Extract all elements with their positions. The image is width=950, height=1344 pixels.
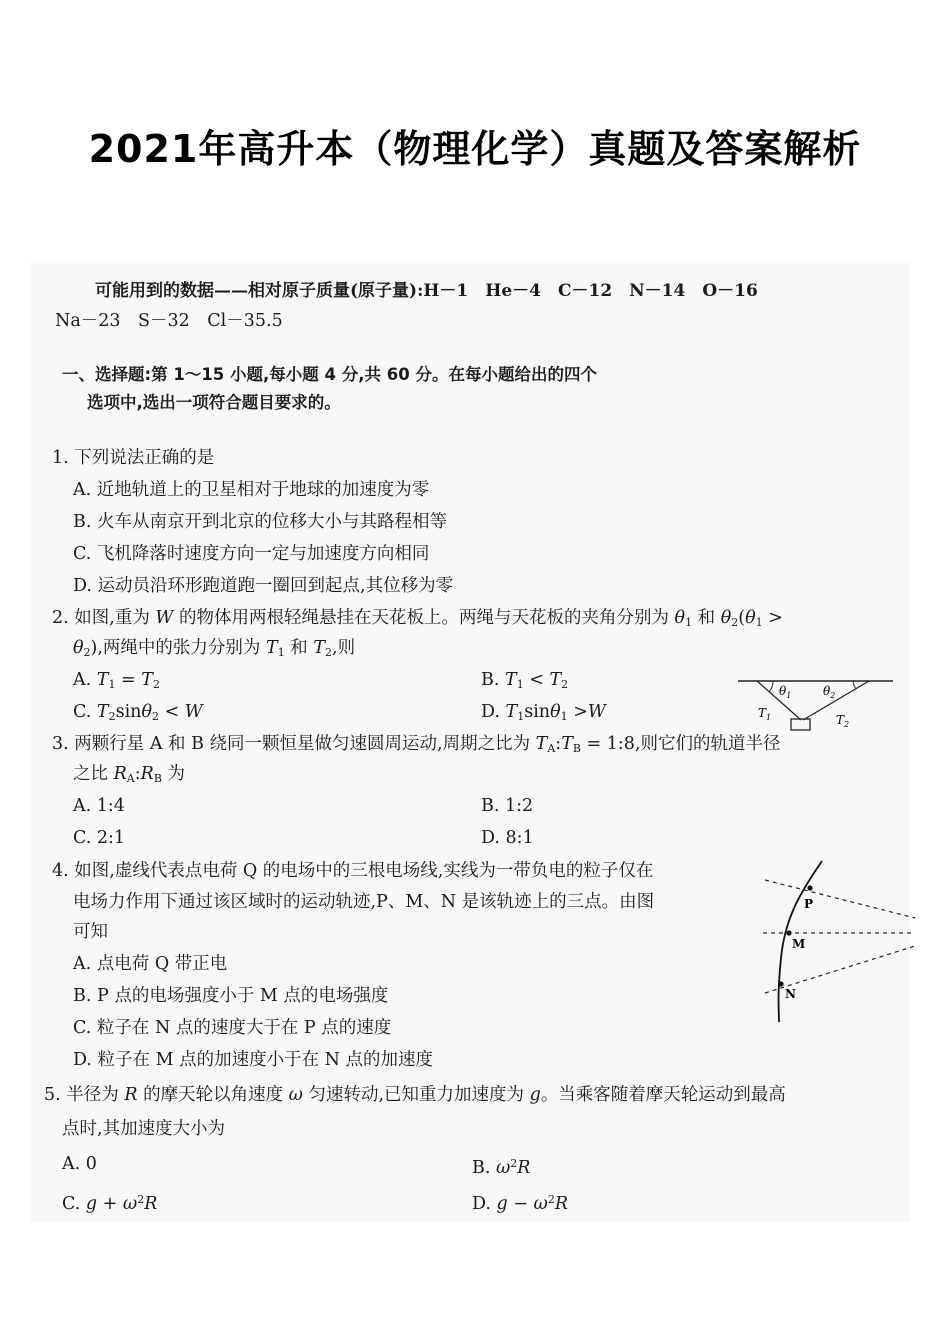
- section-heading-line-2: 选项中,选出一项符合题目要求的。: [87, 393, 341, 412]
- point-m-label: M: [792, 937, 806, 951]
- question-2-stem-line-1: 2. 如图,重为 W 的物体用两根轻绳悬挂在天花板上。两绳与天花板的夹角分别为 $\theta_1$ 和 $\theta_2(\theta_1$ >: [52, 608, 783, 629]
- question-5-option-b: B. $\omega^2R$: [472, 1157, 531, 1178]
- question-1-option-d: D. 运动员沿环形跑道跑一圈回到起点,其位移为零: [73, 576, 454, 596]
- tension-2-label: $T_2$: [836, 713, 850, 729]
- question-5-option-c: C. $g + \omega^2R$: [62, 1193, 158, 1214]
- point-m: [786, 930, 791, 935]
- question-3-option-a: A. 1:4: [73, 796, 125, 816]
- question-2-option-b: B. $T_1 < T_2$: [481, 670, 569, 691]
- field-line-3: [765, 946, 915, 993]
- angle-arc-1: [769, 681, 773, 692]
- question-4-option-c: C. 粒子在 N 点的速度大于在 P 点的速度: [73, 1018, 392, 1038]
- question-4-stem-line-1: 4. 如图,虚线代表点电荷 Q 的电场中的三根电场线,实线为一带负电的粒子仅在: [52, 861, 654, 881]
- question-2-option-c: C. $T_2\sin\theta_2 < W$: [73, 702, 203, 723]
- question-5-option-a: A. 0: [62, 1154, 97, 1174]
- question-2-stem-line-2: $\theta_2$),两绳中的张力分别为 $T_1$ 和 $T_2$,则: [73, 638, 356, 659]
- question-4-option-d: D. 粒子在 M 点的加速度小于在 N 点的加速度: [73, 1050, 434, 1070]
- question-3-option-c: C. 2:1: [73, 828, 126, 848]
- angle-arc-2: [853, 681, 856, 689]
- question-1-stem: 1. 下列说法正确的是: [52, 448, 215, 468]
- question-2-figure: [735, 672, 900, 734]
- theta-2-label: $\theta_2$: [823, 684, 836, 700]
- question-3-stem-line-2: 之比 $R_A:R_B$ 为: [73, 764, 185, 785]
- theta-1-label: $\theta_1$: [779, 684, 792, 700]
- point-p-label: P: [804, 897, 814, 911]
- question-3-stem-line-1: 3. 两颗行星 A 和 B 绕同一颗恒星做匀速圆周运动,周期之比为 $T_A:T_B$ = 1:8,则它们的轨道半径: [52, 734, 781, 755]
- question-4-option-b: B. P 点的电场强度小于 M 点的电场强度: [73, 986, 389, 1006]
- tension-1-label: $T_1$: [758, 706, 772, 722]
- question-1-option-a: A. 近地轨道上的卫星相对于地球的加速度为零: [73, 480, 430, 500]
- field-line-1: [765, 880, 915, 918]
- atomic-mass-line-2: Na－23 S－32 Cl－35.5: [55, 311, 283, 331]
- section-heading-line-1: 一、选择题:第 1～15 小题,每小题 4 分,共 60 分。在每小题给出的四个: [62, 365, 597, 384]
- question-3-option-b: B. 1:2: [481, 796, 534, 816]
- question-2-option-d: D. $T_1\sin\theta_1 >W$: [481, 702, 606, 723]
- question-1-option-b: B. 火车从南京开到北京的位移大小与其路程相等: [73, 512, 447, 532]
- question-3-option-d: D. 8:1: [481, 828, 534, 848]
- question-5-stem-line-2: 点时,其加速度大小为: [62, 1119, 226, 1139]
- question-2-option-a: A. $T_1 = T_2$: [73, 670, 160, 691]
- page-title: 2021年高升本（物理化学）真题及答案解析: [88, 127, 862, 171]
- atomic-mass-line-1: 可能用到的数据——相对原子质量(原子量):H－1 He－4 C－12 N－14 O－16: [95, 281, 758, 301]
- question-4-figure: [755, 858, 920, 1026]
- question-4-option-a: A. 点电荷 Q 带正电: [73, 954, 228, 974]
- question-1-option-c: C. 飞机降落时速度方向一定与加速度方向相同: [73, 544, 430, 564]
- question-4-stem-line-2: 电场力作用下通过该区域时的运动轨迹,P、M、N 是该轨迹上的三点。由图: [73, 892, 655, 912]
- hanging-block: [791, 719, 810, 730]
- question-5-option-d: D. $g - \omega^2R$: [472, 1193, 569, 1214]
- point-n-label: N: [785, 987, 796, 1001]
- point-p: [807, 885, 812, 890]
- question-5-stem-line-1: 5. 半径为 R 的摩天轮以角速度 ω 匀速转动,已知重力加速度为 g。当乘客随着摩天轮运动到最高: [44, 1085, 786, 1105]
- question-4-stem-line-3: 可知: [73, 922, 108, 942]
- point-n: [778, 981, 783, 986]
